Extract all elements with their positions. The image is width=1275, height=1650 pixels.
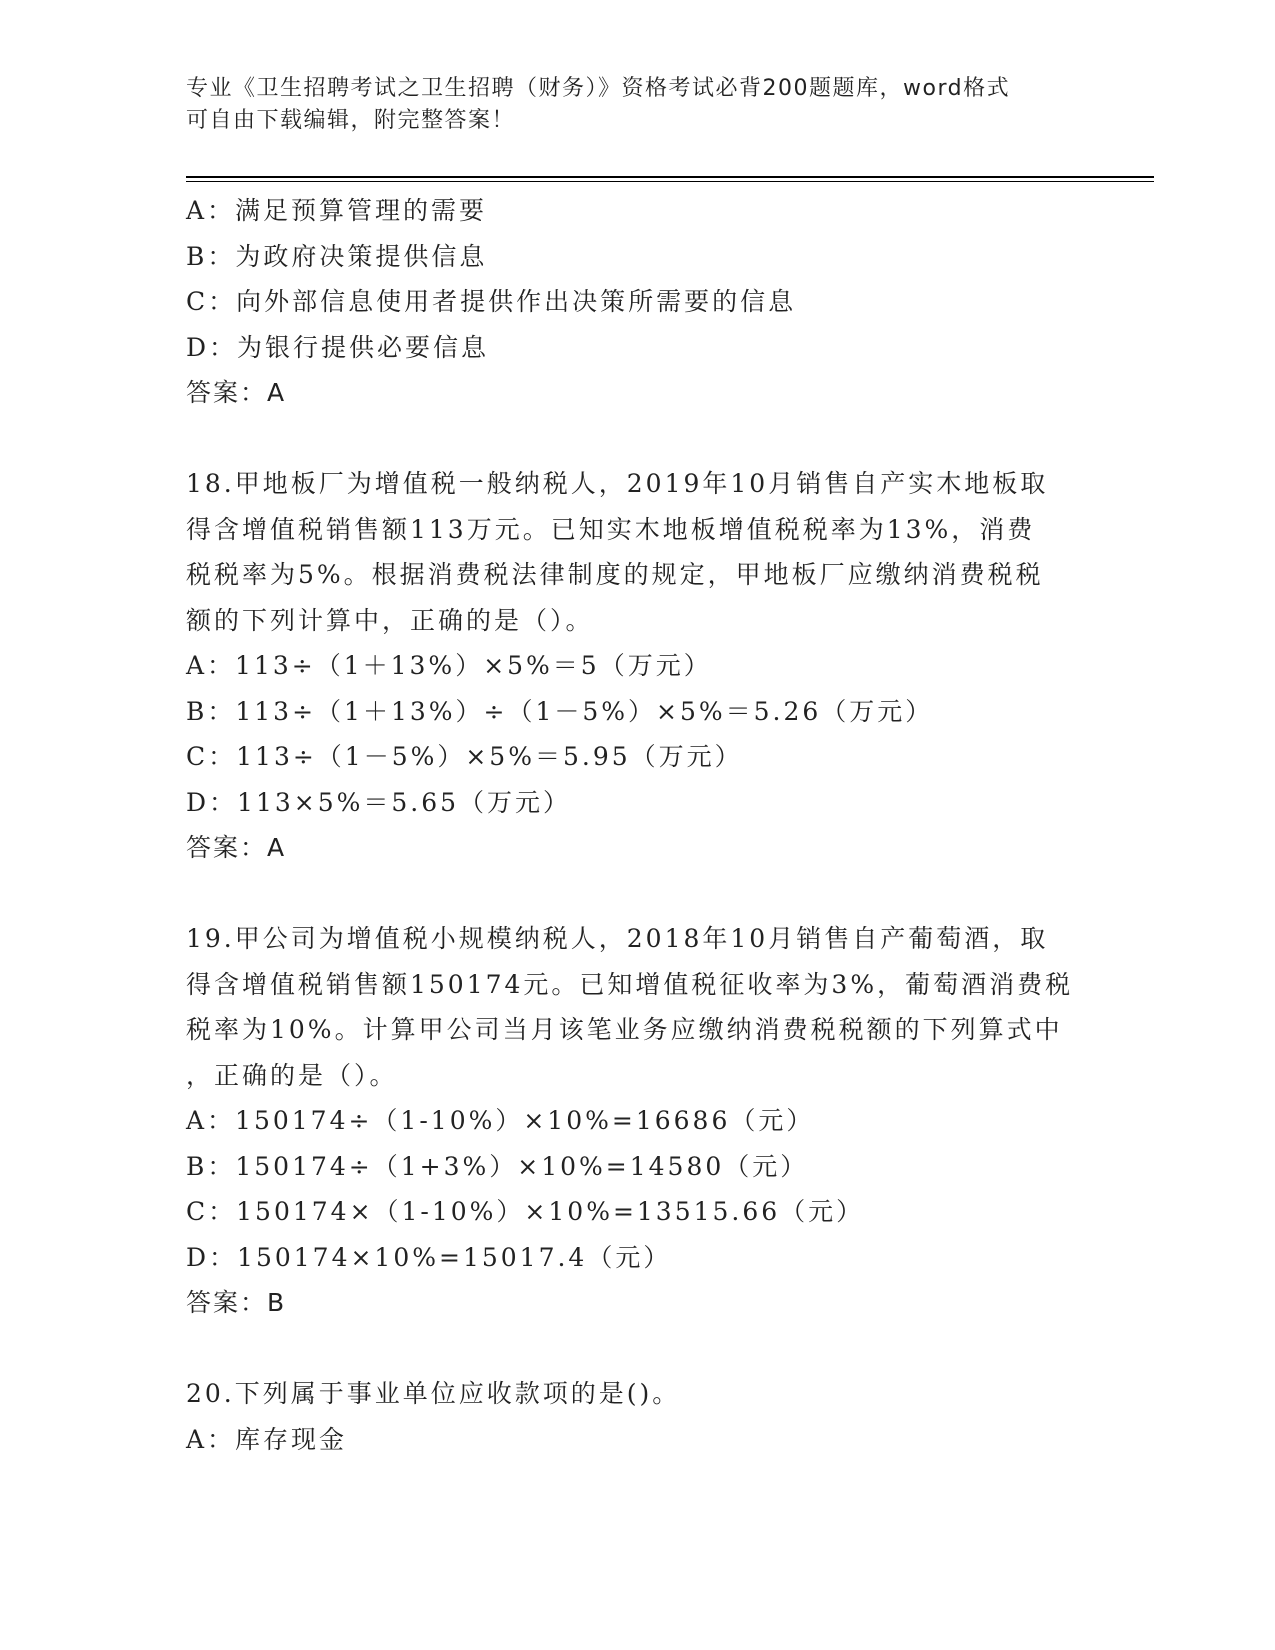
spacer xyxy=(186,871,1106,917)
option-a: A：满足预算管理的需要 xyxy=(186,196,488,225)
question-stem-line: 19.甲公司为增值税小规模纳税人，2018年10月销售自产葡萄酒，取 xyxy=(186,924,1049,953)
option-c: C：150174×（1-10%）×10%=13515.66（元） xyxy=(186,1197,865,1226)
option-d: D：113×5%＝5.65（万元） xyxy=(186,787,572,817)
option-b: B：为政府决策提供信息 xyxy=(186,241,488,271)
answer-label: 答案：B xyxy=(186,1288,287,1317)
spacer xyxy=(186,1326,1106,1372)
option-d: D：150174×10%=15017.4（元） xyxy=(186,1242,672,1272)
header-line-2: 可自由下载编辑，附完整答案！ xyxy=(186,108,516,133)
question-17 xyxy=(186,188,1106,416)
option-a: A：150174÷（1-10%）×10%=16686（元） xyxy=(186,1106,815,1135)
question-18 xyxy=(186,461,1106,871)
question-20 xyxy=(186,1371,1106,1462)
question-stem-line: 得含增值税销售额113万元。已知实木地板增值税税率为13%，消费 xyxy=(186,514,1036,544)
option-d: D：为银行提供必要信息 xyxy=(186,332,490,362)
option-c: C：向外部信息使用者提供作出决策所需要的信息 xyxy=(186,287,797,316)
question-stem-line: ，正确的是（）。 xyxy=(186,1060,398,1090)
document-body xyxy=(186,188,1106,1462)
document-header xyxy=(186,73,1086,137)
question-stem-line: 得含增值税销售额150174元。已知增值税征收率为3%，葡萄酒消费税 xyxy=(186,969,1074,999)
question-19 xyxy=(186,916,1106,1326)
header-line-1: 专业《卫生招聘考试之卫生招聘（财务）》资格考试必背200题题库，word格式 xyxy=(186,76,1011,101)
question-stem-line: 税率为10%。计算甲公司当月该笔业务应缴纳消费税税额的下列算式中 xyxy=(186,1015,1063,1044)
option-a: A：113÷（1＋13%）×5%＝5（万元） xyxy=(186,651,712,680)
option-a: A：库存现金 xyxy=(186,1424,348,1454)
option-b: B：150174÷（1+3%）×10%=14580（元） xyxy=(186,1151,809,1181)
option-b: B：113÷（1＋13%）÷（1－5%）×5%＝5.26（万元） xyxy=(186,696,934,726)
spacer xyxy=(186,416,1106,462)
question-stem-line: 18.甲地板厂为增值税一般纳税人，2019年10月销售自产实木地板取 xyxy=(186,469,1049,498)
question-stem-line: 额的下列计算中，正确的是（）。 xyxy=(186,605,594,635)
header-divider xyxy=(186,176,1154,182)
question-stem-line: 20.下列属于事业单位应收款项的是()。 xyxy=(186,1379,681,1408)
option-c: C：113÷（1－5%）×5%＝5.95（万元） xyxy=(186,742,743,771)
answer-label: 答案：A xyxy=(186,833,287,862)
answer-label: 答案：A xyxy=(186,378,287,407)
question-stem-line: 税税率为5%。根据消费税法律制度的规定，甲地板厂应缴纳消费税税 xyxy=(186,560,1044,589)
